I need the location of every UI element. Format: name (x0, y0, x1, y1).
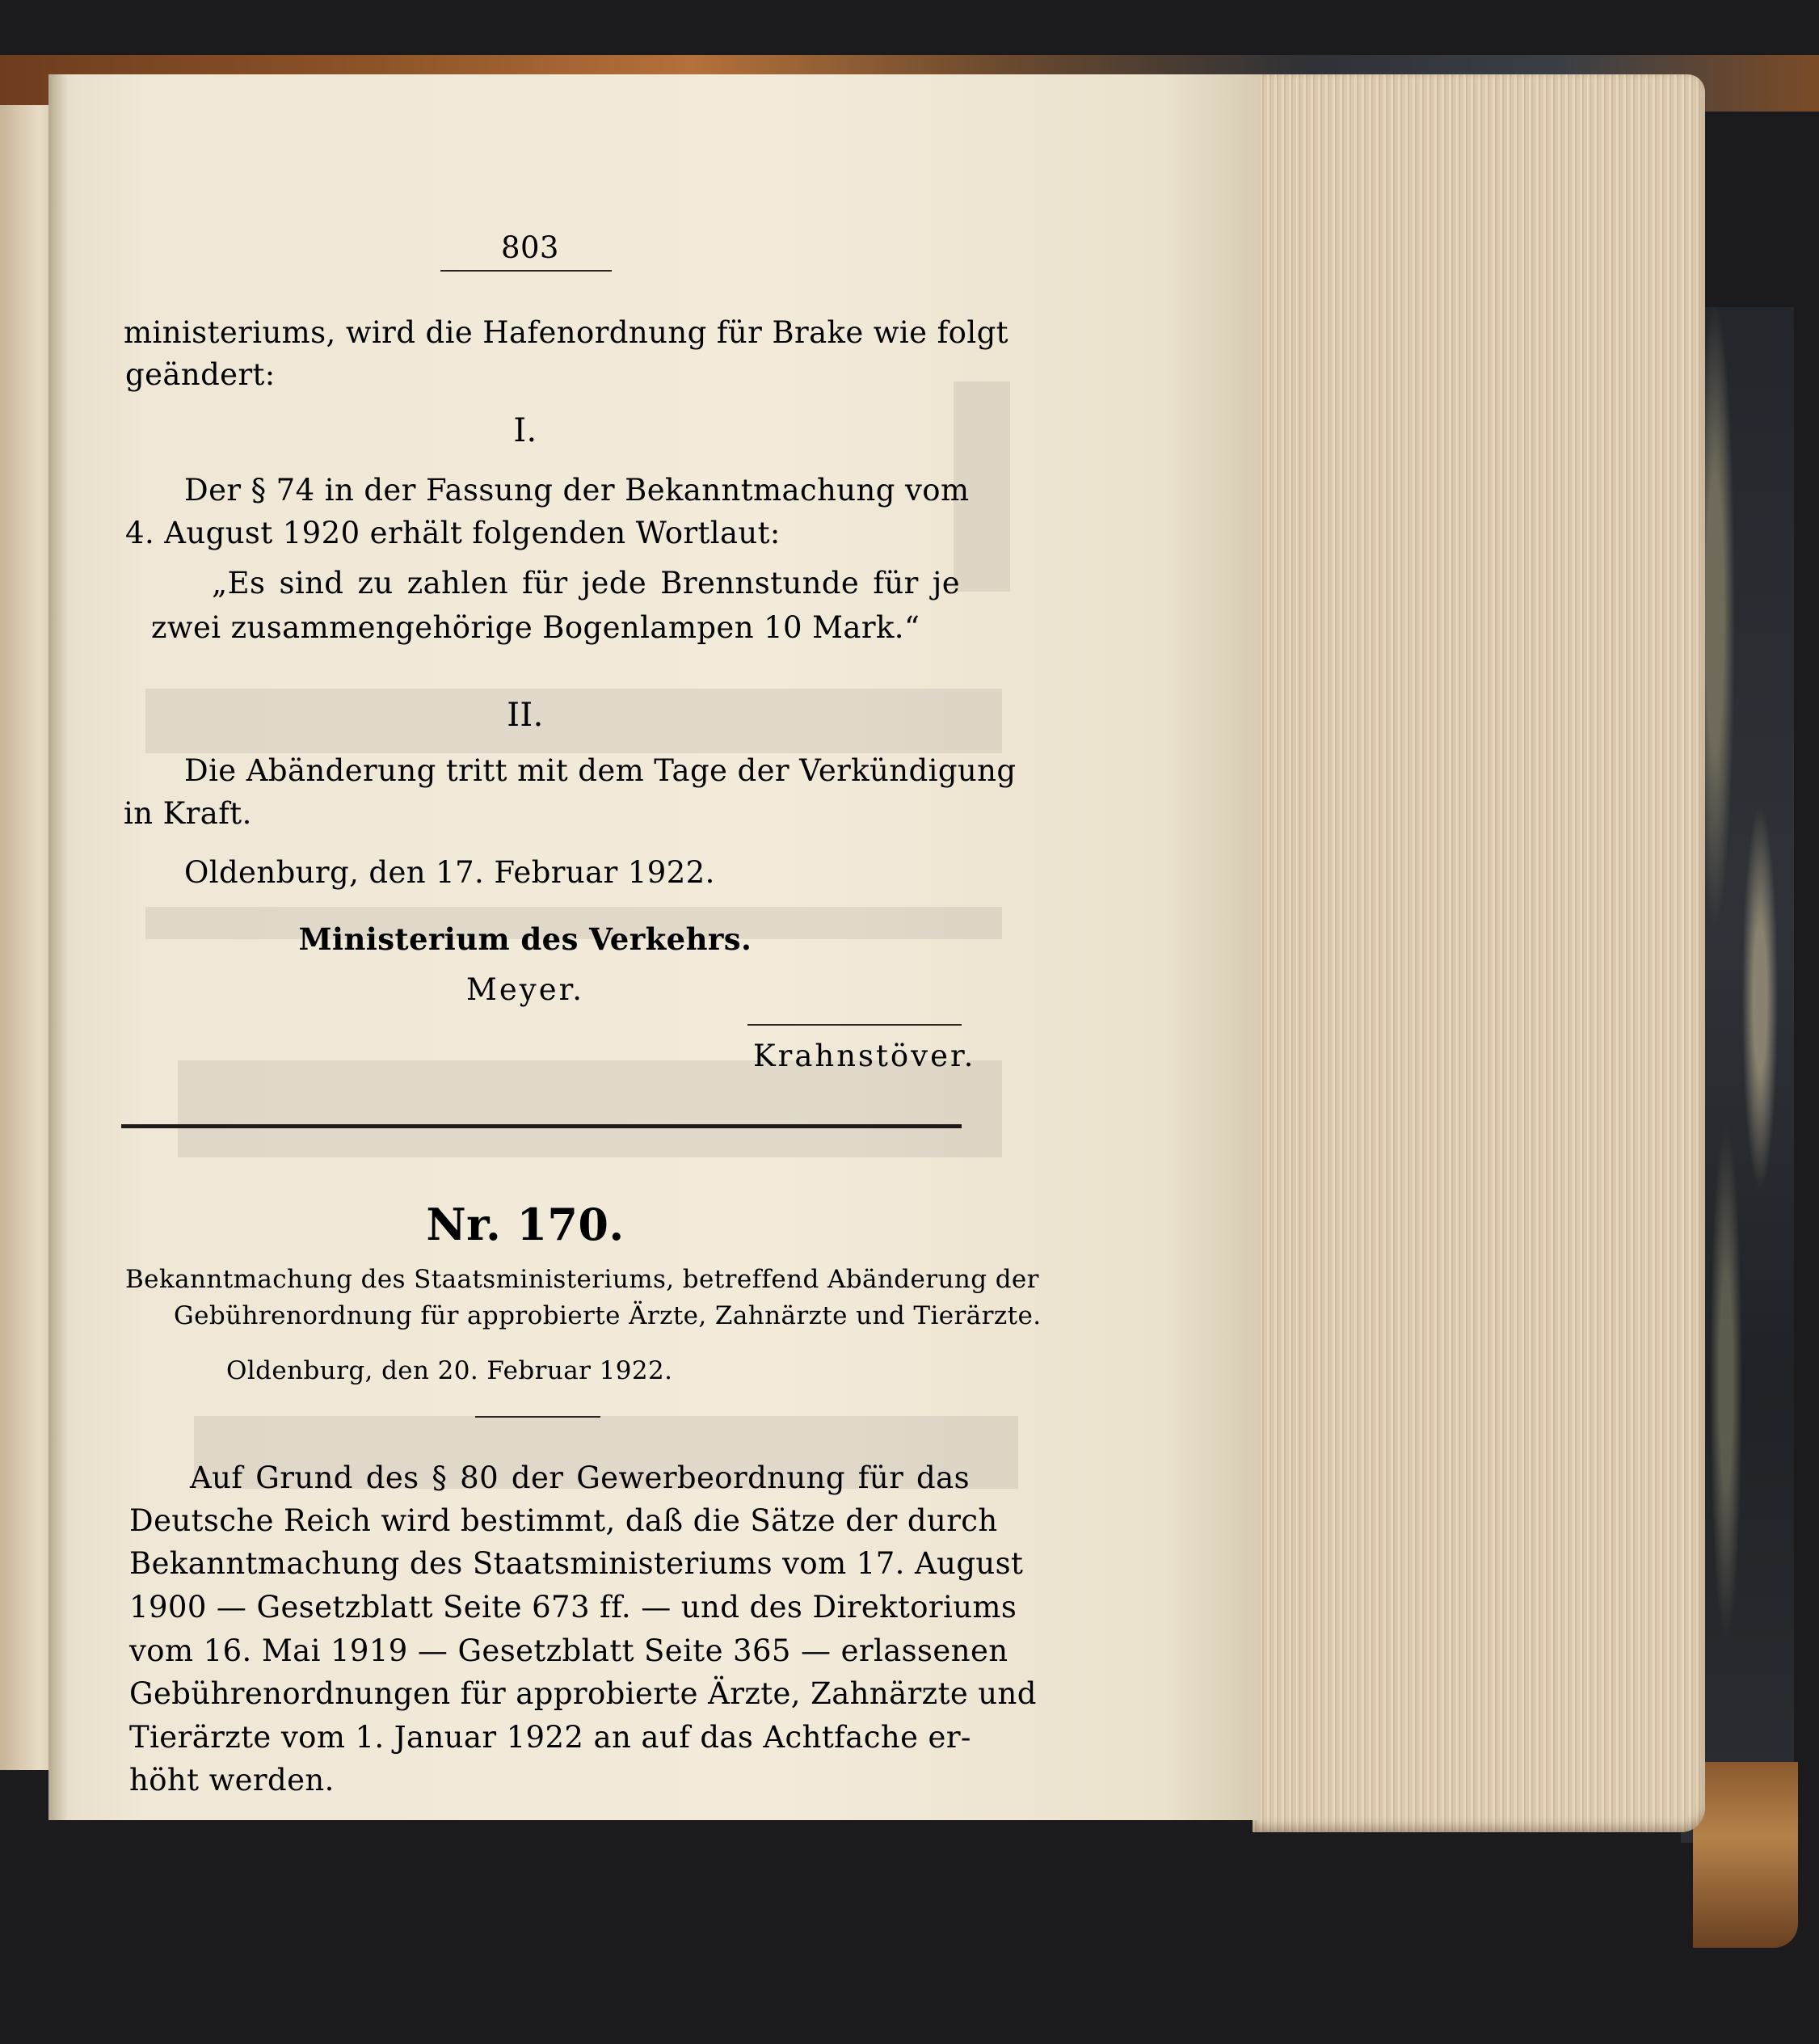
paragraph-1-line-2: 4. August 1920 erhält folgenden Wortlaut: (125, 516, 781, 550)
place-date-1: Oldenburg, den 17. Februar 1922. (184, 855, 715, 890)
quote-line-1: „Es sind zu zahlen für jede Brennstunde für je (212, 566, 960, 601)
body-line-2: Deutsche Reich wird bestimmt, daß die Sätze der durch (129, 1503, 998, 1538)
body-line-6: Gebührenordnungen für approbierte Ärzte, Zahnärzte und (129, 1676, 1037, 1711)
body-line-1: Auf Grund des § 80 der Gewerbeordnung für das (190, 1460, 970, 1495)
heading-roman-2: II. (507, 697, 544, 734)
page-edges (1253, 74, 1705, 1832)
body-line-5: vom 16. Mai 1919 — Gesetzblatt Seite 365 — erlassenen (129, 1633, 1008, 1668)
paragraph-1-line-1: Der § 74 in der Fassung der Bekanntmachung vom (184, 473, 970, 508)
place-date-2: Oldenburg, den 20. Februar 1922. (226, 1356, 673, 1385)
authority: Ministerium des Verkehrs. (298, 921, 752, 957)
bleed-through-shadow (178, 1060, 1002, 1157)
paragraph-2-line-2: in Kraft. (124, 796, 252, 831)
body-line-4: 1900 — Gesetzblatt Seite 673 ff. — und des Direktoriums (129, 1590, 1017, 1625)
quote-line-2: zwei zusammengehörige Bogenlampen 10 Mark.“ (151, 610, 920, 645)
intro-line-2: geändert: (125, 357, 276, 392)
title-line-1: Bekanntmachung des Staatsministeriums, betreffend Abänderung der (125, 1265, 1039, 1294)
section-divider (121, 1124, 962, 1128)
signature-rule (747, 1024, 962, 1026)
section-number: Nr. 170. (426, 1199, 625, 1250)
heading-roman-1: I. (513, 412, 537, 449)
page-number: 803 (501, 230, 559, 265)
signatory: Meyer. (466, 972, 584, 1007)
body-line-8: höht werden. (129, 1763, 335, 1797)
title-rule (475, 1416, 600, 1418)
intro-line-1: ministeriums, wird die Hafenordnung für Brake wie folgt (124, 315, 1008, 350)
countersignature: Krahnstöver. (753, 1039, 976, 1073)
leather-corner (1693, 1762, 1798, 1948)
gutter-shadow (48, 74, 68, 1820)
body-line-3: Bekanntmachung des Staatsministeriums vom 17. August (129, 1546, 1024, 1581)
title-line-2: Gebührenordnung für approbierte Ärzte, Zahnärzte und Tierärzte. (174, 1301, 1042, 1330)
header-rule (440, 270, 612, 272)
paragraph-2-line-1: Die Abänderung tritt mit dem Tage der Verkündigung (184, 753, 1017, 788)
body-line-7: Tierärzte vom 1. Januar 1922 an auf das Achtfache er- (129, 1720, 971, 1755)
